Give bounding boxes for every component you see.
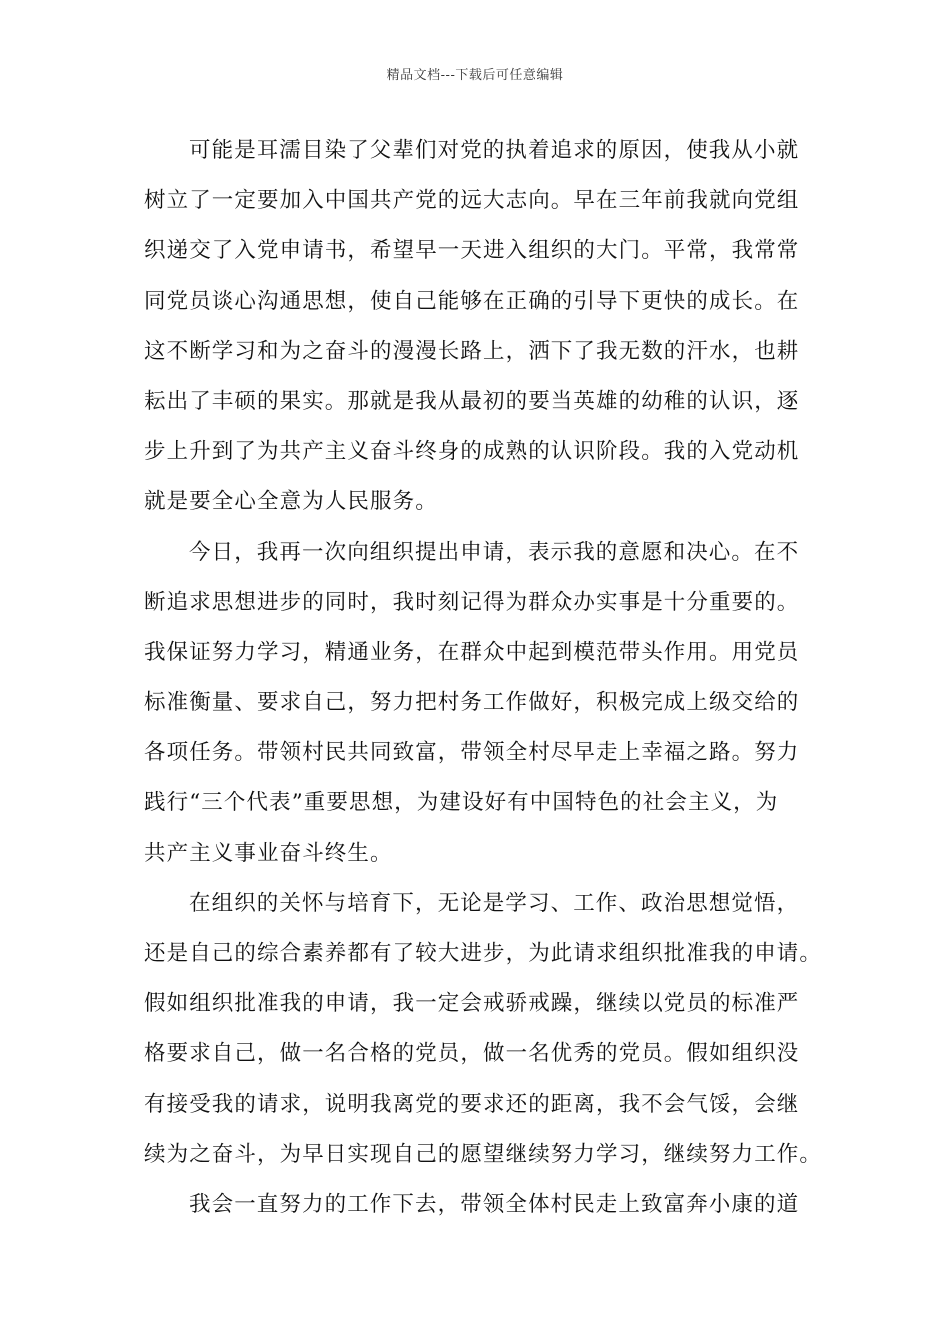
text-line: 就是要全心全意为人民服务。 (144, 489, 438, 515)
text-line: 我会一直努力的工作下去，带领全体村民走上致富奔小康的道 (189, 1191, 800, 1217)
text-line: 树立了一定要加入中国共产党的远大志向。早在三年前我就向党组 (144, 188, 800, 214)
text-line: 这不断学习和为之奋斗的漫漫长路上，洒下了我无数的汗水，也耕 (144, 338, 800, 364)
text-line: 各项任务。带领村民共同致富，带领全村尽早走上幸福之路。努力 (144, 740, 800, 766)
text-line: 耘出了丰硕的果实。那就是我从最初的要当英雄的幼稚的认识，逐 (144, 388, 800, 414)
text-line: 步上升到了为共产主义奋斗终身的成熟的认识阶段。我的入党动机 (144, 439, 800, 465)
text-line: 格要求自己，做一名合格的党员，做一名优秀的党员。假如组织没 (144, 1041, 800, 1067)
text-line: 今日，我再一次向组织提出申请，表示我的意愿和决心。在不 (189, 539, 800, 565)
text-line: 在组织的关怀与培育下，无论是学习、工作、政治思想觉悟， (189, 890, 800, 916)
text-line: 同党员谈心沟通思想，使自己能够在正确的引导下更快的成长。在 (144, 288, 800, 314)
text-line: 共产主义事业奋斗终生。 (144, 840, 393, 866)
text-line: 断追求思想进步的同时，我时刻记得为群众办实事是十分重要的。 (144, 589, 800, 615)
text-line: 织递交了入党申请书，希望早一天进入组织的大门。平常，我常常 (144, 238, 800, 264)
text-line: 续为之奋斗，为早日实现自己的愿望继续努力学习，继续努力工作。 (144, 1141, 823, 1167)
text-line: 我保证努力学习，精通业务，在群众中起到模范带头作用。用党员 (144, 639, 800, 665)
text-line: 标准衡量、要求自己，努力把村务工作做好，积极完成上级交给的 (144, 690, 800, 716)
text-line: 可能是耳濡目染了父辈们对党的执着追求的原因，使我从小就 (189, 138, 800, 163)
text-line: 还是自己的综合素养都有了较大进步，为此请求组织批准我的申请。 (144, 941, 823, 966)
document-body (144, 126, 823, 1230)
text-line: 践行“三个代表”重要思想，为建设好有中国特色的社会主义，为 (144, 790, 779, 816)
text-line: 假如组织批准我的申请，我一定会戒骄戒躁，继续以党员的标准严 (144, 991, 800, 1017)
text-line: 有接受我的请求，说明我离党的要求还的距离，我不会气馁，会继 (144, 1091, 800, 1117)
page-header: 精品文档---下载后可任意编辑 (386, 68, 564, 83)
